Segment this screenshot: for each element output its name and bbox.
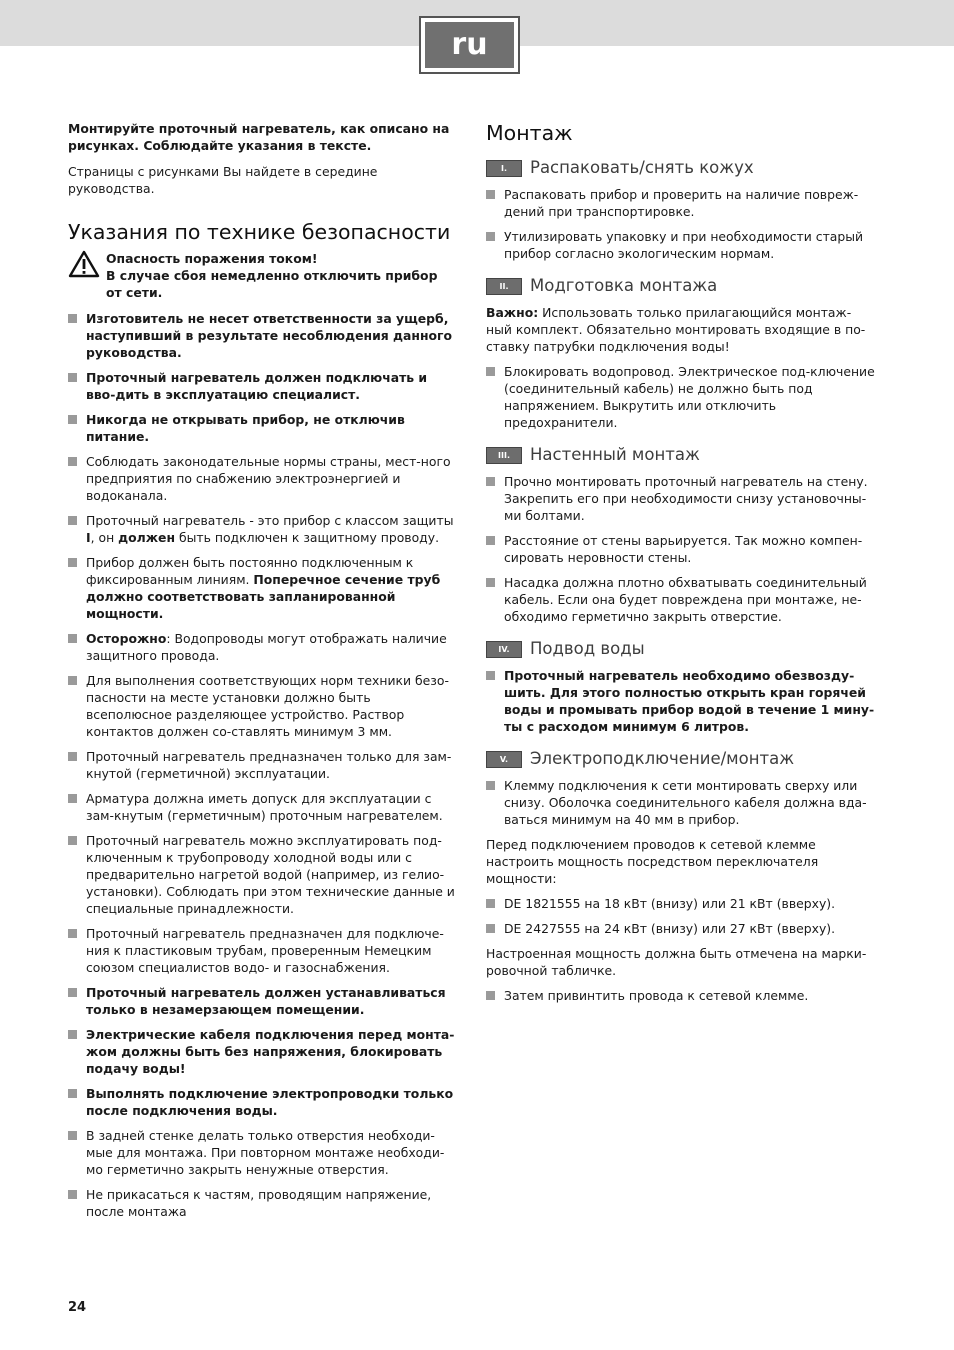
section-header-5 [486, 749, 876, 769]
intro-instruction: Монтируйте проточный нагреватель, как описано на рисунках. Соблюдайте указания в тексте. [68, 121, 450, 153]
section-title: Настенный монтаж [530, 445, 700, 464]
section-number-badge: II. [486, 278, 522, 295]
list-item: DE 1821555 на 18 кВт (внизу) или 21 кВт (вверху). [486, 895, 876, 912]
page-number: 24 [68, 1300, 87, 1315]
language-code: ru [425, 22, 514, 68]
list-item: Для выполнения соответствующих норм техники безо-пасности на месте установки должно быть всеполюсное разделяющее устройство. Раствор контактов должен со-ставлять минимум 3 мм. [68, 672, 456, 740]
list-item: Расстояние от стены варьируется. Так можно компен-сировать неровности стены. [486, 532, 876, 566]
electric-warning [68, 250, 456, 301]
language-badge [419, 16, 520, 74]
section-title: Модготовка монтажа [530, 276, 718, 295]
section-number-badge: IV. [486, 641, 522, 658]
list-item: Проточный нагреватель должен устанавливаться только в незамерзающем помещении. [68, 984, 456, 1018]
section-title: Распаковать/снять кожух [530, 158, 754, 177]
paragraph: Перед подключением проводов к сетевой клемме настроить мощность посредством переключателя мощности: [486, 837, 819, 886]
list-item: Затем привинтить провода к сетевой клемме. [486, 987, 876, 1004]
important-note: Важно: Использовать только прилагающийся монтаж-ный комплект. Обязательно монтировать входящие в по-ставку патрубки подключения воды! [486, 305, 866, 354]
section-header-3 [486, 445, 876, 465]
section-title: Подвод воды [530, 639, 645, 658]
list-item: В задней стенке делать только отверстия необходи-мые для монтажа. При повторном монтаже необходи-мо герметично закрыть ненужные отверстия. [68, 1127, 456, 1178]
list-item: Электрические кабеля подключения перед монта-жом должны быть без напряжения, блокировать подачу воды! [68, 1026, 456, 1077]
list-item: Распаковать прибор и проверить на наличие повреж-дений при транспортировке. [486, 186, 876, 220]
section-header-1 [486, 158, 876, 178]
section-header-4 [486, 639, 876, 659]
list-item: Блокировать водопровод. Электрическое под-ключение (соединительный кабель) не должно быть под напряжением. Выкрутить или отключить предохранители. [486, 363, 876, 431]
section-number-badge: III. [486, 447, 522, 464]
list-item: Проточный нагреватель можно эксплуатировать под-ключенным к трубопроводу холодной воды или с предварительно нагретой водой (например, из гелио-установки). Соблюдать при этом технические данные и специальные принадлежности. [68, 832, 456, 917]
list-item: Прибор должен быть постоянно подключенным к фиксированным линиям. Поперечное сечение труб должно соответствовать запланированной мощности. [68, 554, 456, 622]
list-item: DE 2427555 на 24 кВт (внизу) или 27 кВт (вверху). [486, 920, 876, 937]
list-item: Насадка должна плотно обхватывать соединительный кабель. Если она будет повреждена при монтаже, не-обходимо герметично закрыть отверстие. [486, 574, 876, 625]
safety-heading: Указания по технике безопасности [68, 220, 451, 244]
intro-note: Страницы с рисунками Вы найдете в середине руководства. [68, 164, 378, 196]
list-item: Утилизировать упаковку и при необходимости старый прибор согласно экологическим нормам. [486, 228, 876, 262]
list-item: Выполнять подключение электропроводки только после подключения воды. [68, 1085, 456, 1119]
list-item: Проточный нагреватель предназначен только для зам-кнутой (герметичной) эксплуатации. [68, 748, 456, 782]
list-item: Не прикасаться к частям, проводящим напряжение, после монтажа [68, 1186, 456, 1220]
list-item: Осторожно: Водопроводы могут отображать наличие защитного провода. [68, 630, 456, 664]
section-number-badge: V. [486, 751, 522, 768]
installation-heading: Монтаж [486, 121, 573, 145]
list-item: Клемму подключения к сети монтировать сверху или снизу. Оболочка соединительного кабеля должна вда-ваться минимум на 40 мм в прибор. [486, 777, 876, 828]
list-item: Проточный нагреватель - это прибор с классом защиты I, он должен быть подключен к защитному проводу. [68, 512, 456, 546]
warning-triangle-icon [68, 250, 100, 278]
section-title: Электроподключение/монтаж [530, 749, 795, 768]
list-item: Проточный нагреватель должен подключать и вво-дить в эксплуатацию специалист. [68, 369, 456, 403]
list-item: Никогда не открывать прибор, не отключив питание. [68, 411, 456, 445]
left-column [68, 120, 456, 1220]
warning-text: В случае сбоя немедленно отключить прибор от сети. [106, 268, 438, 300]
list-item: Соблюдать законодательные нормы страны, мест-ного предприятия по снабжению электроэнергией и водоканала. [68, 453, 456, 504]
list-item: Арматура должна иметь допуск для эксплуатации с зам-кнутым (герметичным) проточным нагревателем. [68, 790, 456, 824]
right-column [486, 120, 876, 1004]
section-number-badge: I. [486, 160, 522, 177]
list-item: Изготовитель не несет ответственности за ущерб, наступивший в результате несоблюдения данного руководства. [68, 310, 456, 361]
list-item: Проточный нагреватель предназначен для подключе-ния к пластиковым трубам, проверенным Немецким союзом специалистов водо- и газоснабжения. [68, 925, 456, 976]
list-item: Проточный нагреватель необходимо обезвозду-шить. Для этого полностью открыть кран горячей воды и промывать прибор водой в течение 1 мину-ты с расходом минимум 6 литров. [486, 667, 876, 735]
paragraph: Настроенная мощность должна быть отмечена на марки-ровочной табличке. [486, 946, 867, 978]
list-item: Прочно монтировать проточный нагреватель на стену. Закрепить его при необходимости снизу установочны-ми болтами. [486, 473, 876, 524]
warning-title: Опасность поражения током! [106, 251, 318, 266]
section-header-2 [486, 276, 876, 296]
